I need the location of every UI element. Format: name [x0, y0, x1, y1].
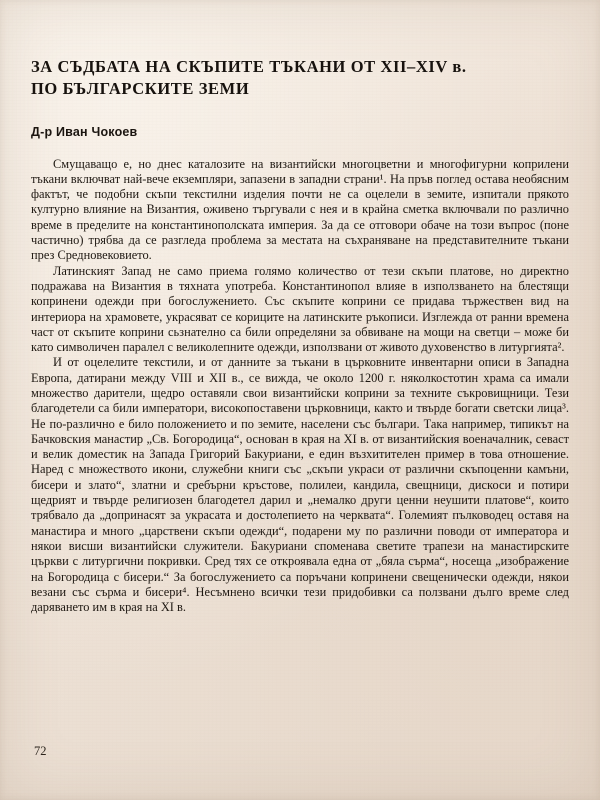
page-title-line-2: ПО БЪЛГАРСКИТЕ ЗЕМИ: [31, 78, 250, 98]
page-title: [31, 56, 569, 100]
page-number: 72: [34, 744, 47, 758]
paragraph: Смущаващо е, но днес каталозите на византийски многоцветни и многофигурни коприлени тъкани включват най-вече екземпляри, запазени в западни страни¹. На пръв поглед остава необясним фактът, че подобни скъпи текстилни изделия почти не са оцелели в земите, изпитали прякото културно влияние на Византия, оживено търгували с нея и в крайна сметка включвали по различно време в пределите на константинополската империя. За да се отговори обаче на този въпрос (поне частично) трябва да се разгледа проблема за местата на съхраняване на представителните тъкани през Средновековието.: [31, 156, 569, 263]
paragraph: И от оцелелите текстили, и от данните за тъкани в църковните инвентарни описи в Западна Европа, датирани между VIII и XII в., се вижда, че около 1200 г. няколкостотин храма са имали множество дарители, щедро оставяли свои византийски коприни за техните съкровищници. Тези благодетели са били императори, високопоставени църковници, както и твърде богати светски лица³. Не по-различно е било положението и по земите, населени със българи. Така например, типикът на Бачковския манастир „Св. Богородица“, основан в края на XI в. от византийския военачалник, севаст и велик доместик на Запада Григорий Бакуриани, е един възхитителен пример в това отношение. Наред с множеството икони, служебни книги със „скъпи украси от различни скъпоценни камъни, бисери и злато“, златни и сребърни кръстове, полилеи, кандила, свещници, дискоси и потири щедрият и твърде религиозен благодетел дарил и „немалко други ценни неушити платове“, които трябвало да „допринасят за украсата и достолепието на черквата“. Големият пълководец оставя на манастира и много „царствени скъпи одежди“, подарени му по различни поводи от императора и някои висши византийски служители. Бакуриани споменава светите трапези на манастирските църкви с литургични покривки. Сред тях се откроявала една от „бяла сърма“, носеща „изображение на Богородица с бисери.“ За богослужението са поръчани копринени свещенически одежди, някои везани със сърма и бисери⁴. Несъмнено всички тези придобивки са ползвани дълго време след даряването им в края на XI в.: [31, 355, 569, 615]
author-byline: Д-р Иван Чокоев: [31, 124, 138, 139]
page-content: [31, 56, 569, 615]
article-body: [31, 157, 569, 616]
paragraph: Латинският Запад не само приема голямо количество от тези скъпи платове, но директно подражава на Византия в тяхната употреба. Константинопол влияе в използването на блестящи копринени одежди при богослужението. Със скъпите коприни се придава тържествен вид на интериора на храмовете, украсяват се кориците на латинските ръкописи. Изглежда от ранни времена част от скъпите коприни сьзнателно са били определяни за обвиване на мощи на светци – може би като символичен паралел с великолепните одежди, използвани от живото духовенство в литургията².: [31, 263, 569, 355]
page-title-line-1: ЗА СЪДБАТА НА СКЪПИТЕ ТЪКАНИ ОТ XII–XIV в.: [31, 57, 467, 76]
